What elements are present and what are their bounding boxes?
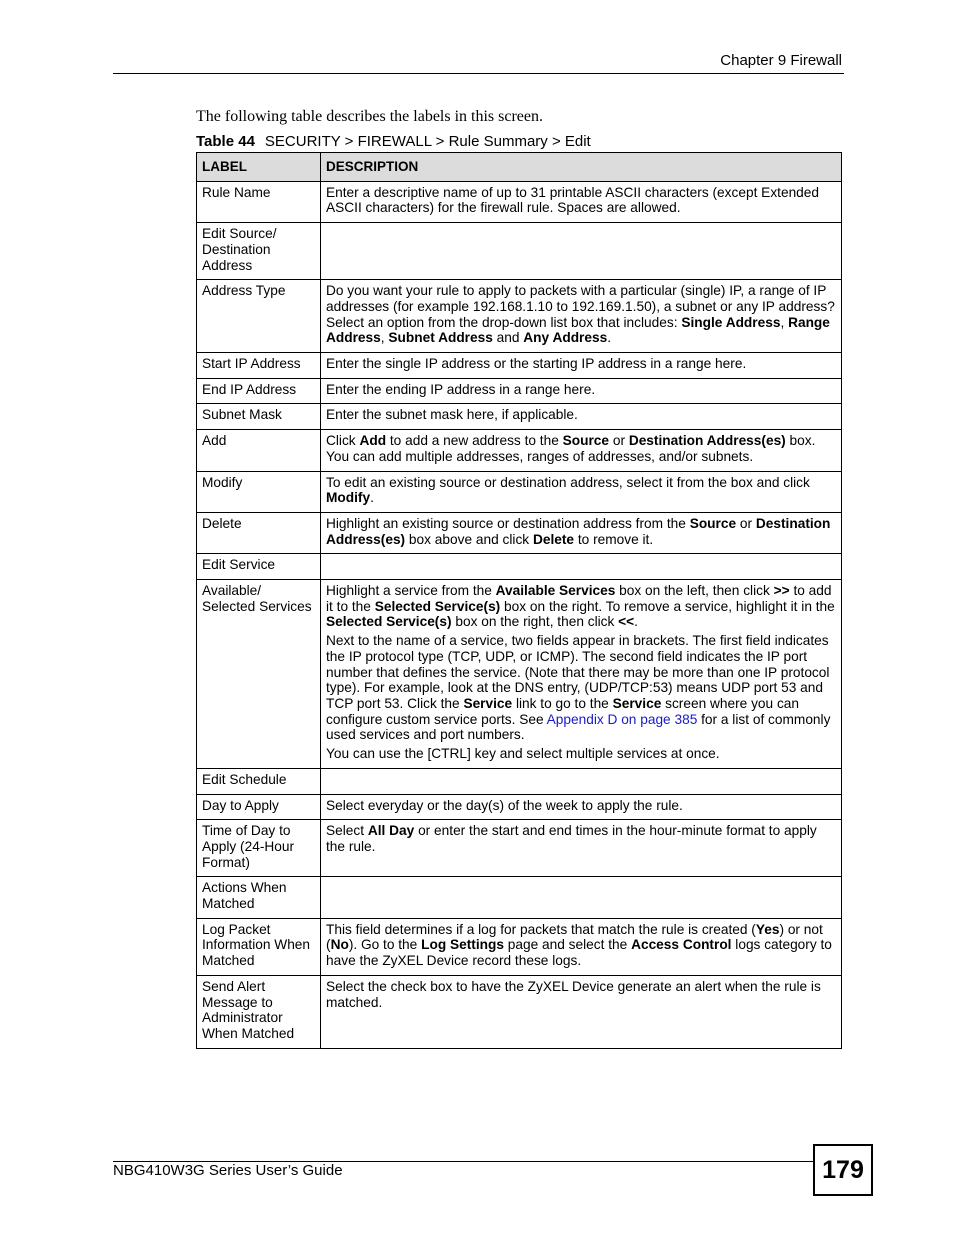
text-run: to remove it.	[574, 531, 654, 547]
row-label: Edit Service	[197, 554, 321, 580]
text-run: for a list of commonly used services and port numbers.	[326, 711, 831, 743]
table-row	[197, 794, 842, 820]
row-label: Subnet Mask	[197, 404, 321, 430]
description-paragraph	[326, 979, 836, 1010]
table-row	[197, 181, 842, 222]
text-run: box on the left, then click	[615, 583, 774, 599]
text-run: .	[607, 330, 612, 346]
appendix-link[interactable]: Appendix D on page 385	[546, 711, 698, 727]
page-number: 179	[813, 1144, 873, 1196]
description-paragraph	[326, 922, 836, 969]
row-description	[321, 794, 842, 820]
description-paragraph	[326, 356, 836, 372]
bold-term: Access Control	[631, 937, 732, 953]
description-paragraph	[326, 283, 836, 346]
table-header-row	[197, 153, 842, 182]
text-run: To edit an existing source or destination address, select it from the box and click	[326, 474, 810, 490]
header-rule	[113, 73, 844, 74]
row-description	[321, 768, 842, 794]
text-run: box on the right. To remove a service, highlight it in the	[500, 598, 835, 614]
description-paragraph	[326, 633, 836, 743]
text-run: .	[370, 490, 374, 506]
intro-text: The following table describes the labels in this screen.	[196, 108, 544, 125]
row-description	[321, 280, 842, 353]
row-label: Edit Source/ Destination Address	[197, 223, 321, 280]
bold-term: Single Address	[681, 314, 781, 330]
description-paragraph	[326, 475, 836, 506]
bold-term: <<	[618, 614, 635, 630]
table-row	[197, 877, 842, 918]
text-run: box above and click	[405, 531, 533, 547]
row-description	[321, 512, 842, 553]
table-row	[197, 223, 842, 280]
bold-term: Add	[359, 433, 387, 449]
text-run: page and select the	[503, 937, 632, 953]
row-description	[321, 820, 842, 877]
bold-term: Selected Service(s)	[374, 598, 501, 614]
row-description	[321, 404, 842, 430]
text-run: You can use the [CTRL] key and select multiple services at once.	[326, 746, 720, 762]
text-run: Click	[326, 433, 360, 449]
text-run: to add a new address to the	[386, 433, 563, 449]
text-run: link to go to the	[512, 695, 613, 711]
row-label: Edit Schedule	[197, 768, 321, 794]
text-run: box on the right, then click	[451, 614, 619, 630]
text-run: to add it to the	[326, 583, 832, 614]
row-label: Address Type	[197, 280, 321, 353]
description-paragraph	[326, 516, 836, 547]
row-label: Send Alert Message to Administrator When Matched	[197, 975, 321, 1048]
text-run: or	[736, 515, 756, 531]
bold-term: Subnet Address	[388, 330, 493, 346]
table-row	[197, 353, 842, 379]
row-description	[321, 223, 842, 280]
table-row	[197, 280, 842, 353]
text-run: Enter the single IP address or the starting IP address in a range here.	[326, 356, 747, 372]
text-run: ,	[780, 314, 789, 330]
bold-term: Delete	[532, 531, 575, 547]
bold-term: Service	[463, 695, 513, 711]
row-label: Available/ Selected Services	[197, 580, 321, 769]
text-run: Select	[326, 823, 368, 839]
text-run: Select everyday or the day(s) of the week to apply the rule.	[326, 797, 683, 813]
row-description	[321, 580, 842, 769]
bold-term: Range Address	[326, 314, 830, 346]
bold-term: No	[330, 937, 349, 953]
bold-term: Selected Service(s)	[326, 614, 452, 630]
row-description	[321, 471, 842, 512]
text-run: logs category to have the ZyXEL Device record these logs.	[326, 937, 832, 969]
row-description	[321, 877, 842, 918]
table-row	[197, 512, 842, 553]
text-run: ,	[380, 330, 389, 346]
description-paragraph	[326, 823, 836, 854]
table-row	[197, 768, 842, 794]
row-label: End IP Address	[197, 378, 321, 404]
row-label: Modify	[197, 471, 321, 512]
bold-term: >>	[773, 583, 790, 599]
description-paragraph	[326, 382, 836, 398]
description-paragraph	[326, 798, 836, 814]
row-description	[321, 181, 842, 222]
bold-term: Source	[689, 515, 737, 531]
table-row	[197, 378, 842, 404]
row-label: Time of Day to Apply (24-Hour Format)	[197, 820, 321, 877]
text-run: Next to the name of a service, two fields appear in brackets. The first field indicates the IP protocol type (TCP, UDP, or ICMP). The second field indicates the IP port number that defines the service. (Note that there may be more than one IP protocol type). For example, look at the DNS entry, (UDP/TCP:53) means UDP port 53 and TCP port 53. Click the	[326, 633, 830, 711]
row-description	[321, 378, 842, 404]
row-description	[321, 918, 842, 975]
text-run: Highlight a service from the	[326, 583, 496, 599]
text-run: This field determines if a log for packets that match the rule is created (	[326, 921, 756, 937]
text-run: ) or not (	[326, 921, 823, 953]
labels-table	[196, 152, 842, 1049]
bold-term: Yes	[755, 921, 780, 937]
description-paragraph	[326, 746, 836, 762]
row-description	[321, 353, 842, 379]
label-column-header: LABEL	[197, 153, 321, 182]
description-paragraph	[326, 433, 836, 464]
table-row	[197, 554, 842, 580]
bold-term: Modify	[326, 490, 371, 506]
row-label: Delete	[197, 512, 321, 553]
text-run: box. You can add multiple addresses, ranges of addresses, and/or subnets.	[326, 433, 816, 464]
bold-term: Log Settings	[421, 937, 504, 953]
row-label: Day to Apply	[197, 794, 321, 820]
table-row	[197, 580, 842, 769]
guide-title: NBG410W3G Series User’s Guide	[113, 1162, 343, 1179]
table-row	[197, 471, 842, 512]
description-paragraph	[326, 185, 836, 216]
row-label: Start IP Address	[197, 353, 321, 379]
text-run: screen where you can configure custom service ports. See	[326, 695, 800, 727]
table-row	[197, 404, 842, 430]
table-title: SECURITY > FIREWALL > Rule Summary > Edit	[264, 133, 591, 150]
description-paragraph	[326, 583, 836, 630]
text-run: Select the check box to have the ZyXEL Device generate an alert when the rule is matched.	[326, 978, 821, 1010]
bold-term: Available Services	[495, 583, 616, 599]
table-caption	[196, 133, 591, 150]
chapter-title: Chapter 9 Firewall	[720, 52, 842, 69]
bold-term: Destination Address(es)	[326, 515, 831, 547]
row-label: Rule Name	[197, 181, 321, 222]
text-run: Enter a descriptive name of up to 31 printable ASCII characters (except Extended ASCII characters) for the firewall rule. Spaces are allowed.	[326, 184, 820, 216]
text-run: and	[492, 330, 524, 346]
bold-term: Destination Address(es)	[628, 433, 786, 449]
table-body	[197, 181, 842, 1048]
bold-term: All Day	[367, 823, 415, 839]
row-description	[321, 975, 842, 1048]
bold-term: Any Address	[523, 330, 608, 346]
text-run: or	[609, 433, 629, 449]
bold-term: Source	[562, 433, 610, 449]
text-run: Highlight an existing source or destination address from the	[326, 515, 690, 531]
row-label: Log Packet Information When Matched	[197, 918, 321, 975]
row-label: Add	[197, 430, 321, 471]
text-run: Enter the subnet mask here, if applicable.	[326, 407, 578, 423]
text-run: or enter the start and end times in the hour-minute format to apply the rule.	[326, 823, 817, 854]
text-run: Do you want your rule to apply to packets with a particular (single) IP, a range of IP addresses (for example 192.168.1.10 to 192.169.1.50), a subnet or any IP address? Select an option from the drop-down list box that includes:	[326, 283, 835, 330]
row-description	[321, 430, 842, 471]
table-row	[197, 820, 842, 877]
text-run: Enter the ending IP address in a range here.	[326, 381, 596, 397]
bold-term: Service	[612, 695, 662, 711]
description-paragraph	[326, 407, 836, 423]
text-run: ). Go to the	[348, 937, 422, 953]
table-number: Table 44	[196, 133, 255, 150]
row-label: Actions When Matched	[197, 877, 321, 918]
text-run: .	[634, 614, 638, 630]
table-row	[197, 430, 842, 471]
description-column-header: DESCRIPTION	[321, 153, 842, 182]
table-row	[197, 975, 842, 1048]
table-row	[197, 918, 842, 975]
row-description	[321, 554, 842, 580]
